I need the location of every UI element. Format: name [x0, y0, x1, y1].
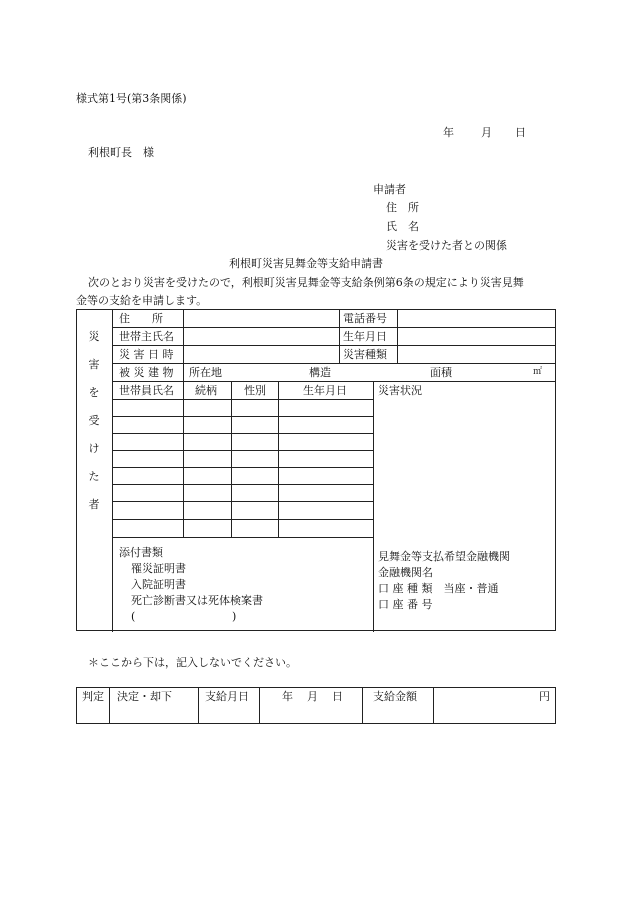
household-head-label: 世帯主氏名 — [119, 330, 174, 343]
bank-title: 見舞金等支払希望金融機関 — [378, 550, 510, 563]
grid-line — [112, 416, 373, 417]
birthdate-label: 生年月日 — [343, 330, 387, 343]
applicant-relation-label: 災害を受けた者との関係 — [386, 239, 507, 252]
area-unit: ㎡ — [533, 367, 543, 377]
grid-line — [112, 381, 556, 382]
bank-name-label: 金融機関名 — [378, 566, 433, 579]
grid-line — [112, 327, 556, 328]
grid-line — [373, 381, 374, 632]
payment-year-label: 年 — [282, 690, 293, 703]
grid-line — [231, 381, 232, 537]
payment-date-label: 支給月日 — [205, 690, 249, 703]
area-label: 面積 — [430, 366, 452, 379]
judgment-label: 判定 — [82, 690, 104, 703]
phone-label: 電話番号 — [343, 312, 387, 325]
decision-label: 決定・却下 — [117, 690, 172, 703]
grid-line — [112, 363, 556, 364]
vertical-char: た — [88, 470, 100, 483]
attachments-title: 添付書類 — [119, 546, 163, 559]
structure-label: 構造 — [309, 366, 331, 379]
grid-line — [112, 501, 373, 502]
grid-line — [112, 484, 373, 485]
attachment-item: 罹災証明書 — [131, 562, 186, 575]
attachment-item: 死亡診断書又は死体検案書 — [131, 594, 263, 607]
grid-line — [433, 688, 434, 723]
grid-line — [112, 345, 556, 346]
grid-line — [112, 467, 373, 468]
grid-line — [112, 399, 373, 400]
gender-header: 性別 — [244, 384, 266, 397]
location-label: 所在地 — [189, 366, 222, 379]
grid-line — [397, 310, 398, 363]
addressee: 利根町長 様 — [88, 146, 154, 159]
body-text-line-1: 次のとおり災害を受けたので，利根町災害見舞金等支給条例第6条の規定により災害見舞 — [88, 276, 524, 289]
vertical-char: を — [88, 386, 100, 399]
office-use-table — [76, 687, 556, 724]
date-year-label: 年 — [443, 126, 454, 139]
grid-line — [278, 381, 279, 537]
address-label: 住 所 — [119, 312, 163, 325]
vertical-label — [83, 330, 105, 526]
grid-line — [112, 310, 113, 632]
applicant-label: 申請者 — [373, 183, 406, 196]
application-table — [76, 309, 556, 631]
building-label: 被 災 建 物 — [119, 366, 174, 379]
vertical-char: 者 — [88, 498, 100, 511]
applicant-name-label: 氏 名 — [386, 220, 419, 233]
vertical-char: け — [88, 442, 100, 455]
member-birthdate-header: 生年月日 — [303, 384, 347, 397]
grid-line — [259, 688, 260, 723]
attachment-paren-close: ) — [232, 610, 237, 623]
grid-line — [183, 381, 184, 537]
attachment-item: 入院証明書 — [131, 578, 186, 591]
grid-line — [112, 537, 373, 538]
applicant-address-label: 住 所 — [386, 201, 419, 214]
grid-line — [362, 688, 363, 723]
attachment-paren-open: ( — [131, 610, 136, 623]
date-month-label: 月 — [481, 126, 492, 139]
payment-month-label: 月 — [307, 690, 318, 703]
account-type-label: 口 座 種 類 当座・普通 — [378, 582, 499, 595]
document-title: 利根町災害見舞金等支給申請書 — [229, 257, 383, 270]
vertical-char: 害 — [88, 358, 100, 371]
relationship-header: 続柄 — [195, 384, 217, 397]
grid-line — [112, 433, 373, 434]
disaster-date-label: 災 害 日 時 — [119, 348, 174, 361]
grid-line — [109, 688, 110, 723]
date-day-label: 日 — [515, 126, 526, 139]
grid-line — [112, 519, 373, 520]
amount-label: 支給金額 — [373, 690, 417, 703]
disaster-situation-label: 災害状況 — [378, 384, 422, 397]
grid-line — [339, 310, 340, 363]
disaster-type-label: 災害種類 — [343, 348, 387, 361]
payment-day-label: 日 — [332, 690, 343, 703]
grid-line — [112, 450, 373, 451]
vertical-char: 災 — [88, 330, 100, 343]
vertical-char: 受 — [88, 414, 100, 427]
member-name-header: 世帯員氏名 — [119, 384, 174, 397]
office-use-note: ＊ここから下は，記入しないでください。 — [88, 656, 297, 669]
grid-line — [198, 688, 199, 723]
body-text-line-2: 金等の支給を申請します。 — [76, 294, 208, 307]
yen-label: 円 — [539, 690, 550, 703]
account-number-label: 口 座 番 号 — [378, 598, 433, 611]
form-number: 様式第1号(第3条関係) — [76, 92, 187, 105]
